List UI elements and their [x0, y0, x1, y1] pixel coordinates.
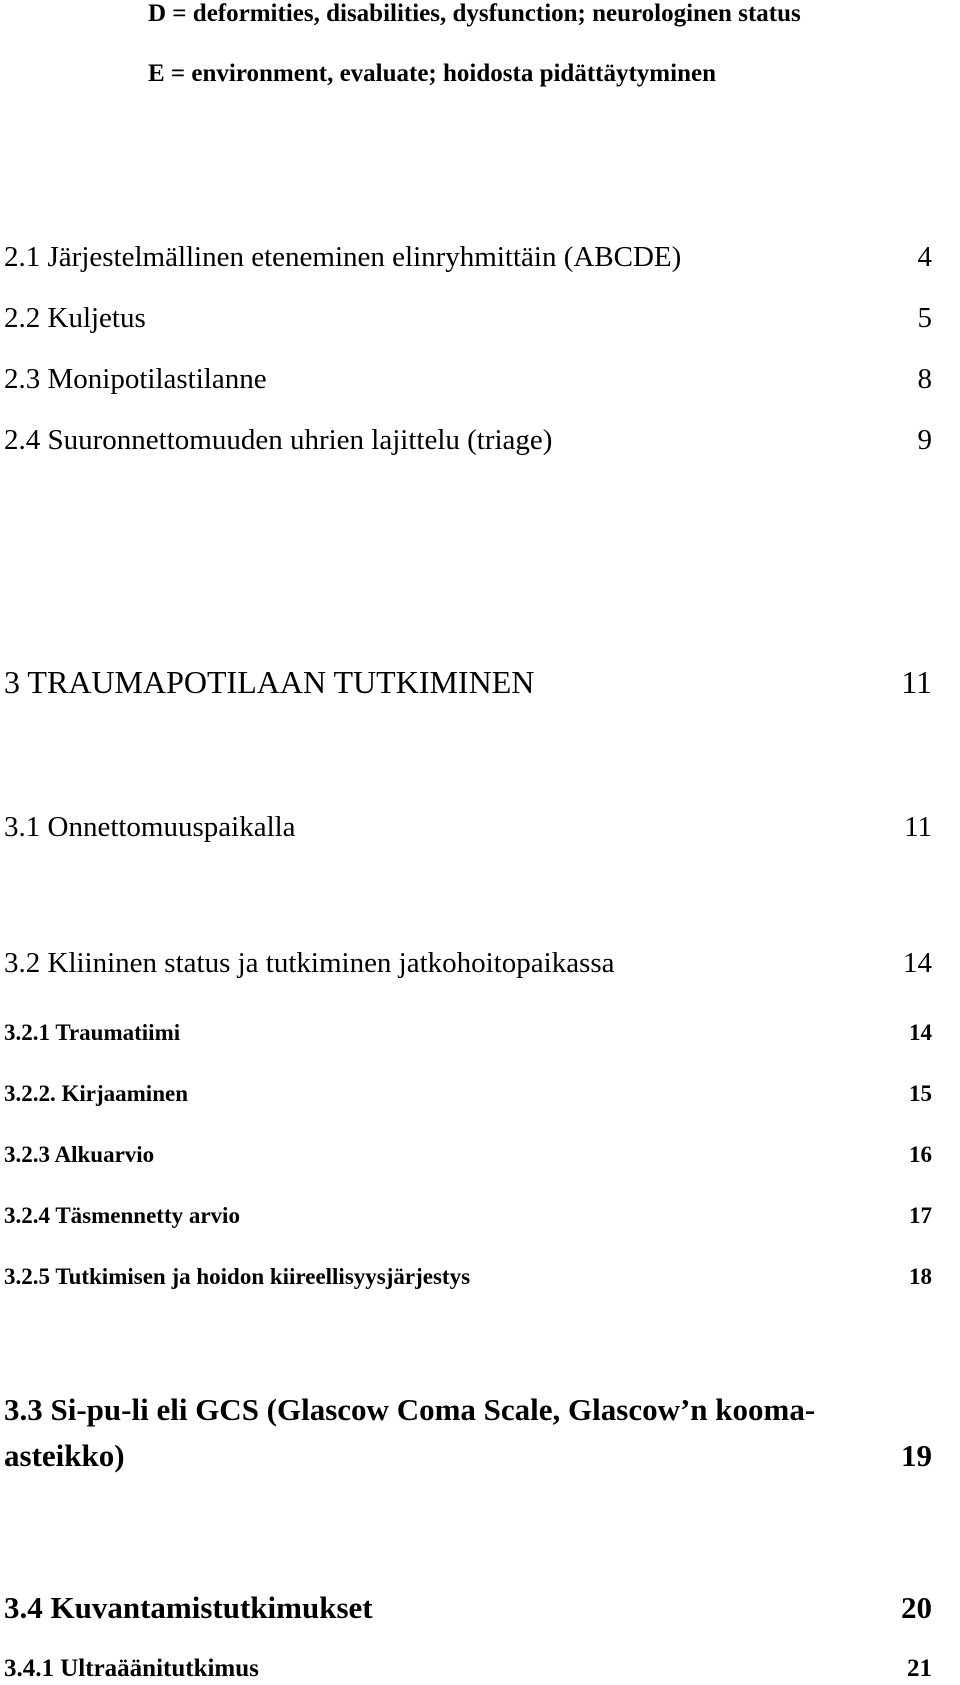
abcde-e-text: E = environment, evaluate; hoidosta pidättäytyminen: [148, 60, 716, 87]
toc-page: 11: [904, 811, 932, 843]
toc-page: 15: [909, 1081, 932, 1106]
toc-page: 14: [903, 947, 932, 979]
toc-page: 19: [901, 1438, 932, 1473]
toc-page: 14: [909, 1020, 932, 1045]
toc-title: 2.3 Monipotilastilanne: [4, 363, 267, 395]
toc-page: 20: [901, 1590, 932, 1625]
toc-title: 3.2.1 Traumatiimi: [4, 1020, 181, 1045]
toc-page: 4: [917, 241, 932, 273]
toc-page: 5: [917, 302, 932, 334]
toc-title: 3.2.3 Alkuarvio: [4, 1142, 155, 1167]
toc-title: 3.4 Kuvantamistutkimukset: [4, 1590, 373, 1625]
toc-title-line2: asteikko): [4, 1438, 125, 1473]
abcde-d-text: D = deformities, disabilities, dysfunction; neurologinen status: [148, 0, 801, 27]
toc-page: 8: [917, 363, 932, 395]
toc-title: 3.1 Onnettomuuspaikalla: [4, 811, 296, 843]
toc-title: 3.2.4 Täsmennetty arvio: [4, 1203, 240, 1228]
toc-entry-3-3[interactable]: [0, 1392, 960, 1482]
toc-page: 21: [907, 1655, 932, 1682]
toc-title: 3.2.5 Tutkimisen ja hoidon kiireellisyysjärjestys: [4, 1264, 471, 1289]
toc-title: 2.2 Kuljetus: [4, 302, 146, 334]
toc-title-line1: 3.3 Si-pu-li eli GCS (Glascow Coma Scale, Glascow’n kooma-: [4, 1392, 816, 1427]
toc-page: 11: [901, 664, 932, 700]
toc-page: 9: [917, 424, 932, 456]
toc-page: 16: [909, 1142, 932, 1167]
toc-page: 17: [909, 1203, 932, 1228]
toc-title: 3.4.1 Ultraäänitutkimus: [4, 1655, 259, 1682]
toc-title: 3.2 Kliininen status ja tutkiminen jatkohoitopaikassa: [4, 947, 615, 979]
toc-title: 2.4 Suuronnettomuuden uhrien lajittelu (triage): [4, 424, 553, 456]
toc-title: 2.1 Järjestelmällinen eteneminen elinryhmittäin (ABCDE): [4, 241, 682, 273]
toc-page: 18: [909, 1264, 932, 1289]
toc-title: 3 TRAUMAPOTILAAN TUTKIMINEN: [4, 664, 535, 700]
toc-title: 3.2.2. Kirjaaminen: [4, 1081, 188, 1106]
